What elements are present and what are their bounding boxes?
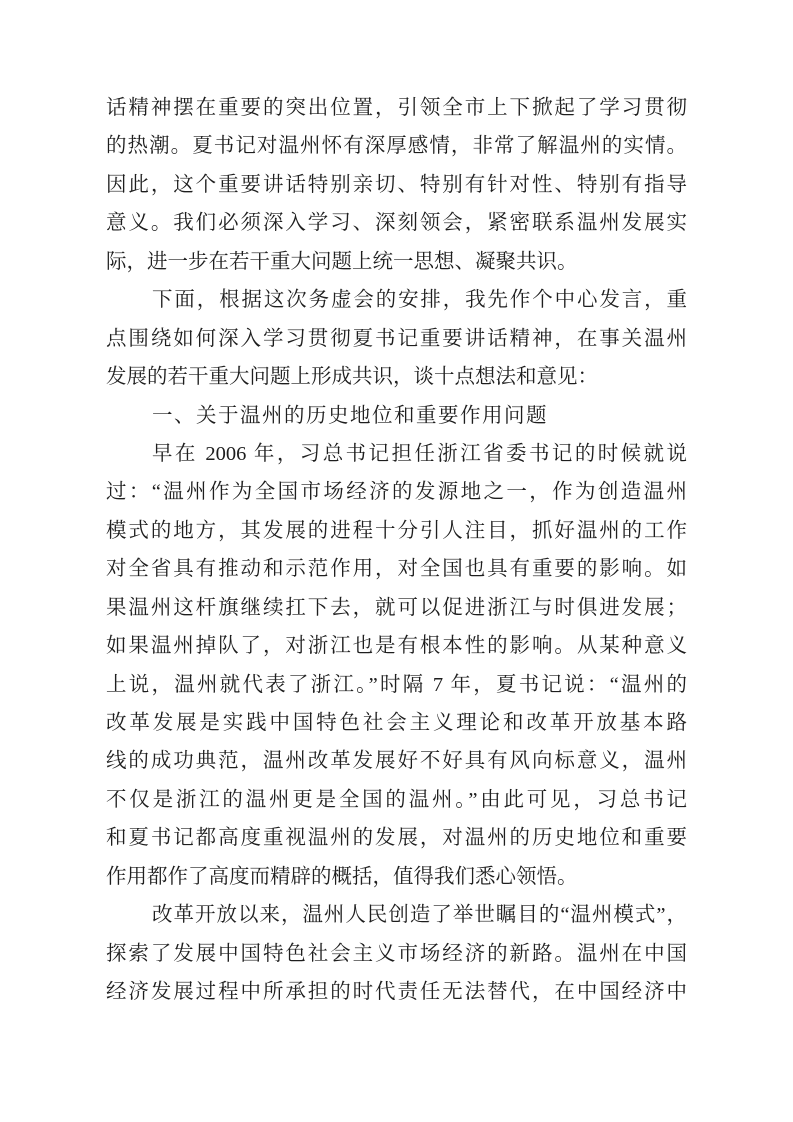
text-line: 改革发展是实践中国特色社会主义理论和改革开放基本路 — [106, 712, 687, 734]
text-line: 过：“温州作为全国市场经济的发源地之一，作为创造温州 — [106, 481, 687, 504]
section-heading — [106, 397, 687, 435]
text-line: 对全省具有推动和示范作用，对全国也具有重要的影响。如 — [106, 558, 687, 581]
text-line: 果温州这杆旗继续扛下去，就可以促进浙江与时俱进发展； — [106, 596, 687, 619]
text-line: 如果温州掉队了，对浙江也是有根本性的影响。从某种意义 — [106, 635, 687, 658]
text-line: 上说，温州就代表了浙江。”时隔 7 年，夏书记说：“温州的 — [106, 673, 687, 696]
text-line: 发展的若干重大问题上形成共识，谈十点想法和意见： — [106, 366, 598, 389]
text-line: 不仅是浙江的温州更是全国的温州。”由此可见，习总书记 — [106, 788, 687, 811]
text-line: 线的成功典范，温州改革发展好不好具有风向标意义，温州 — [106, 750, 687, 773]
text-line: 的热潮。夏书记对温州怀有深厚感情，非常了解温州的实情。 — [106, 135, 687, 158]
text-line: 经济发展过程中所承担的时代责任无法替代，在中国经济中 — [106, 981, 687, 1004]
text-line: 和夏书记都高度重视温州的发展，对温州的历史地位和重要 — [106, 827, 687, 850]
text-line: 意义。我们必须深入学习、深刻领会，紧密联系温州发展实 — [106, 212, 687, 235]
text-line: 际，进一步在若干重大问题上统一思想、凝聚共识。 — [106, 250, 578, 273]
text-line: 点围绕如何深入学习贯彻夏书记重要讲话精神，在事关温州 — [106, 327, 687, 350]
text-line: 改革开放以来，温州人民创造了举世瞩目的“温州模式”， — [152, 904, 687, 927]
text-line: 模式的地方，其发展的进程十分引人注目，抓好温州的工作 — [106, 519, 687, 542]
text-line: 作用都作了高度而精辟的概括，值得我们悉心领悟。 — [106, 865, 578, 888]
paragraph — [106, 89, 687, 281]
text-block — [106, 89, 687, 1012]
text-line: 探索了发展中国特色社会主义市场经济的新路。温州在中国 — [106, 942, 687, 965]
paragraph — [106, 435, 687, 896]
text-line: 早在 2006 年，习总书记担任浙江省委书记的时候就说 — [152, 442, 687, 465]
text-line: 下面，根据这次务虚会的安排，我先作个中心发言，重 — [152, 289, 687, 312]
text-line: 一、关于温州的历史地位和重要作用问题 — [152, 404, 548, 427]
text-line: 因此，这个重要讲话特别亲切、特别有针对性、特别有指导 — [106, 173, 687, 196]
paragraph — [106, 896, 687, 1011]
paragraph — [106, 281, 687, 396]
text-line: 话精神摆在重要的突出位置，引领全市上下掀起了学习贯彻 — [106, 97, 687, 119]
